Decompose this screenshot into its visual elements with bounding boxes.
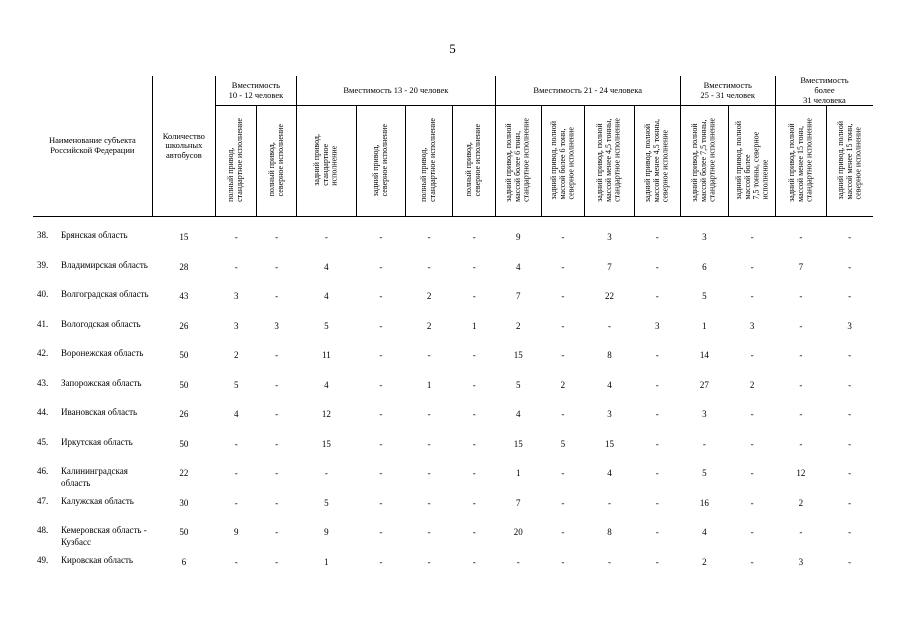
value-cell: - bbox=[561, 232, 565, 243]
value-cell: - bbox=[379, 527, 383, 538]
value-cell: 4 bbox=[607, 468, 612, 479]
value-cell: 4 bbox=[516, 261, 521, 272]
value-cell: - bbox=[234, 232, 238, 243]
table-body bbox=[33, 217, 873, 585]
value-cell: 9 bbox=[516, 232, 521, 243]
table-row bbox=[33, 437, 873, 467]
value-cell: - bbox=[561, 291, 565, 302]
value-cell: 5 bbox=[560, 438, 566, 449]
value-cell: - bbox=[848, 468, 852, 479]
row-number: 45. bbox=[37, 436, 49, 447]
value-cell: 15 bbox=[321, 438, 331, 449]
value-cell: - bbox=[561, 320, 565, 331]
value-cell: - bbox=[561, 556, 565, 567]
value-cell: 22 bbox=[605, 291, 614, 302]
value-cell: - bbox=[516, 556, 520, 567]
region-name: Кировская область bbox=[61, 554, 134, 565]
value-cell: - bbox=[275, 409, 279, 420]
value-cell: 2 bbox=[426, 291, 432, 302]
value-cell: - bbox=[848, 409, 852, 420]
value-cell: 2 bbox=[749, 379, 755, 390]
value-cell: - bbox=[234, 468, 238, 479]
value-cell: - bbox=[427, 350, 431, 361]
table-row bbox=[33, 466, 873, 496]
row-number: 43. bbox=[37, 377, 49, 388]
value-cell: - bbox=[848, 350, 852, 361]
row-number: 47. bbox=[37, 495, 49, 506]
header-group-3 bbox=[495, 76, 680, 106]
table-row bbox=[33, 496, 873, 526]
value-cell: 4 bbox=[607, 379, 612, 390]
value-cell: - bbox=[427, 527, 431, 538]
value-cell: 3 bbox=[702, 409, 707, 420]
header-subcol-label: задний привод, полной массой более 6 тонн, стандартное исполнение bbox=[504, 118, 531, 203]
value-cell: 5 bbox=[516, 379, 521, 390]
value-cell: 9 bbox=[233, 527, 239, 538]
value-cell: 3 bbox=[607, 232, 612, 243]
value-cell: - bbox=[655, 232, 659, 243]
value-cell: 4 bbox=[233, 409, 239, 420]
value-cell: - bbox=[750, 497, 754, 508]
value-cell: - bbox=[275, 497, 279, 508]
header-group-label: Вместимость 21 - 24 человека bbox=[533, 84, 643, 95]
value-cell: 2 bbox=[233, 350, 239, 361]
value-cell: 4 bbox=[702, 527, 707, 538]
header-group-label: Вместимость 10 - 12 человек bbox=[228, 79, 284, 100]
header-subcol-7 bbox=[495, 106, 541, 217]
value-cell: 16 bbox=[699, 497, 709, 508]
value-cell: - bbox=[472, 527, 476, 538]
row-number: 48. bbox=[37, 525, 49, 536]
region-cell bbox=[33, 525, 152, 555]
header-subcol-label: задний привод, полной массой более 7,5 тонны, северное исполнение bbox=[733, 120, 769, 200]
value-cell: 3 bbox=[702, 232, 707, 243]
value-cell: - bbox=[275, 232, 279, 243]
value-cell: - bbox=[799, 232, 803, 243]
region-cell bbox=[33, 348, 152, 378]
value-cell: 27 bbox=[699, 379, 709, 390]
value-cell: - bbox=[561, 409, 565, 420]
value-cell: - bbox=[750, 556, 754, 567]
region-cell bbox=[33, 555, 152, 585]
value-cell: 3 bbox=[798, 556, 804, 567]
value-cell: - bbox=[472, 350, 476, 361]
value-cell: - bbox=[379, 556, 383, 567]
value-cell: 1 bbox=[426, 379, 432, 390]
value-cell: - bbox=[472, 468, 476, 479]
value-cell: - bbox=[608, 556, 611, 567]
header-group-1 bbox=[216, 76, 297, 106]
header-subcol-4 bbox=[357, 106, 406, 217]
value-cell: - bbox=[379, 350, 383, 361]
value-cell: - bbox=[427, 232, 431, 243]
value-cell: - bbox=[561, 527, 565, 538]
value-cell: 5 bbox=[233, 379, 239, 390]
value-cell: - bbox=[799, 438, 803, 449]
table-row bbox=[33, 348, 873, 378]
value-cell: - bbox=[324, 468, 328, 479]
row-number: 49. bbox=[37, 554, 49, 565]
bus-total: 15 bbox=[179, 232, 189, 243]
value-cell: - bbox=[561, 350, 565, 361]
value-cell: - bbox=[848, 232, 852, 243]
value-cell: 7 bbox=[516, 497, 521, 508]
value-cell: 9 bbox=[324, 527, 329, 538]
row-number: 46. bbox=[37, 466, 49, 477]
bus-total: 22 bbox=[179, 468, 189, 479]
value-cell: 3 bbox=[654, 320, 660, 331]
bus-total: 28 bbox=[179, 261, 189, 272]
value-cell: - bbox=[275, 527, 279, 538]
header-group-row bbox=[33, 76, 873, 106]
bus-total: 43 bbox=[179, 291, 189, 302]
header-subcol-10 bbox=[634, 106, 680, 217]
header-subcol-label: задний привод, полной массой менее 4,5 тонны, северное исполнение bbox=[643, 118, 670, 202]
value-cell: 3 bbox=[607, 409, 612, 420]
value-cell: 15 bbox=[605, 438, 614, 449]
value-cell: - bbox=[275, 556, 279, 567]
value-cell: - bbox=[655, 261, 659, 272]
header-group-4 bbox=[680, 76, 775, 106]
value-cell: 15 bbox=[513, 438, 523, 449]
value-cell: - bbox=[655, 409, 659, 420]
value-cell: - bbox=[561, 497, 565, 508]
row-number: 42. bbox=[37, 348, 49, 359]
value-cell: - bbox=[848, 497, 852, 508]
value-cell: - bbox=[702, 438, 706, 449]
bus-total: 6 bbox=[181, 556, 187, 567]
value-cell: - bbox=[799, 320, 803, 331]
value-cell: 8 bbox=[607, 350, 612, 361]
table-row bbox=[33, 555, 873, 585]
row-number: 41. bbox=[37, 318, 49, 329]
value-cell: - bbox=[655, 527, 659, 538]
table-row bbox=[33, 289, 873, 319]
region-name: Кемеровская область - Кузбасс bbox=[61, 525, 147, 547]
value-cell: - bbox=[750, 468, 754, 479]
region-name: Брянская область bbox=[61, 230, 128, 241]
table-row bbox=[33, 230, 873, 260]
header-subcol-13 bbox=[775, 106, 826, 217]
header-subcol-6 bbox=[453, 106, 496, 217]
value-cell: - bbox=[799, 350, 803, 361]
school-bus-table bbox=[33, 76, 873, 584]
value-cell: - bbox=[655, 291, 659, 302]
value-cell: - bbox=[275, 379, 279, 390]
region-cell bbox=[33, 466, 152, 496]
region-name: Ивановская область bbox=[61, 407, 138, 418]
value-cell: - bbox=[379, 468, 383, 479]
value-cell: - bbox=[379, 379, 383, 390]
value-cell: - bbox=[324, 232, 328, 243]
value-cell: 3 bbox=[233, 291, 239, 302]
header-subcol-label: задний привод, северное исполнение bbox=[371, 124, 389, 197]
value-cell: - bbox=[234, 261, 238, 272]
value-cell: - bbox=[379, 497, 383, 508]
value-cell: - bbox=[379, 320, 383, 331]
value-cell: - bbox=[234, 556, 238, 567]
value-cell: - bbox=[275, 291, 279, 302]
header-group-2 bbox=[296, 76, 495, 106]
region-name: Волгоградская область bbox=[61, 289, 149, 300]
region-cell bbox=[33, 407, 152, 437]
value-cell: - bbox=[608, 320, 611, 331]
value-cell: 4 bbox=[324, 261, 329, 272]
header-subcol-9 bbox=[585, 106, 635, 217]
value-cell: 6 bbox=[702, 261, 707, 272]
region-name: Владимирская область bbox=[61, 259, 148, 270]
table-row bbox=[33, 378, 873, 408]
value-cell: 7 bbox=[798, 261, 804, 272]
value-cell: - bbox=[561, 468, 565, 479]
header-count: Количество школьных автобусов bbox=[152, 76, 215, 217]
value-cell: - bbox=[472, 409, 476, 420]
value-cell: - bbox=[655, 350, 659, 361]
value-cell: - bbox=[379, 438, 383, 449]
value-cell: - bbox=[655, 468, 659, 479]
region-cell bbox=[33, 378, 152, 408]
value-cell: 7 bbox=[607, 261, 612, 272]
value-cell: - bbox=[379, 291, 383, 302]
value-cell: - bbox=[848, 261, 852, 272]
value-cell: 1 bbox=[702, 320, 707, 331]
region-name: Иркутская область bbox=[61, 436, 133, 447]
header-subcol-1 bbox=[216, 106, 257, 217]
region-cell bbox=[33, 260, 152, 290]
value-cell: - bbox=[275, 350, 279, 361]
value-cell: - bbox=[655, 438, 659, 449]
row-number: 38. bbox=[37, 230, 49, 241]
header-subcol-label: задний привод, полной массой более 7,5 тонны, стандартное исполнение bbox=[690, 118, 717, 203]
value-cell: - bbox=[848, 438, 852, 449]
value-cell: - bbox=[234, 438, 238, 449]
value-cell: 3 bbox=[847, 320, 852, 331]
value-cell: - bbox=[608, 497, 611, 508]
region-name: Вологодская область bbox=[61, 318, 141, 329]
value-cell: - bbox=[655, 379, 659, 390]
header-subcol-3 bbox=[296, 106, 356, 217]
region-cell bbox=[33, 230, 152, 260]
value-cell: - bbox=[750, 409, 754, 420]
header-subcol-label: задний привод, стандартное исполнение bbox=[312, 134, 339, 187]
region-name: Воронежская область bbox=[61, 348, 144, 359]
header-subcol-label: полный привод, стандартное исполнение bbox=[419, 118, 438, 203]
value-cell: - bbox=[750, 527, 754, 538]
header-subcol-label: полный привод, северное исполнение bbox=[464, 124, 483, 197]
value-cell: - bbox=[472, 232, 476, 243]
value-cell: - bbox=[379, 261, 383, 272]
value-cell: - bbox=[472, 261, 476, 272]
header-subcol-12 bbox=[729, 106, 776, 217]
table-row bbox=[33, 260, 873, 290]
header-subcol-label: задний привод, полной массой более 6 тонн, северное исполнение bbox=[548, 120, 576, 200]
header-group-label: Вместимость 25 - 31 человек bbox=[700, 79, 756, 100]
value-cell: 2 bbox=[702, 556, 707, 567]
header-subcol-8 bbox=[541, 106, 585, 217]
value-cell: - bbox=[472, 291, 476, 302]
value-cell: - bbox=[655, 556, 659, 567]
bus-total: 50 bbox=[179, 379, 189, 390]
value-cell: - bbox=[655, 497, 659, 508]
value-cell: 3 bbox=[274, 320, 279, 331]
value-cell: - bbox=[275, 261, 279, 272]
region-cell bbox=[33, 289, 152, 319]
value-cell: - bbox=[799, 409, 803, 420]
value-cell: - bbox=[799, 291, 803, 302]
value-cell: 7 bbox=[516, 291, 521, 302]
value-cell: 1 bbox=[471, 320, 477, 331]
value-cell: - bbox=[427, 468, 431, 479]
region-cell bbox=[33, 496, 152, 526]
value-cell: 1 bbox=[324, 556, 329, 567]
value-cell: - bbox=[848, 556, 852, 567]
value-cell: 5 bbox=[324, 497, 329, 508]
value-cell: 20 bbox=[513, 527, 523, 538]
value-cell: 12 bbox=[321, 409, 331, 420]
value-cell: - bbox=[472, 497, 476, 508]
page-number: 5 bbox=[449, 41, 456, 56]
header-group-5 bbox=[775, 76, 873, 106]
value-cell: - bbox=[750, 350, 754, 361]
header-subcol-label: полный привод, северное исполнение bbox=[266, 124, 285, 197]
value-cell: - bbox=[275, 468, 279, 479]
value-cell: - bbox=[427, 497, 431, 508]
value-cell: - bbox=[750, 261, 754, 272]
value-cell: - bbox=[275, 438, 279, 449]
value-cell: 14 bbox=[699, 350, 709, 361]
value-cell: - bbox=[799, 379, 803, 390]
header-subcol-label: задний привод, полной массой менее 15 тонн, северное исполнение bbox=[835, 120, 863, 200]
value-cell: 15 bbox=[513, 350, 523, 361]
value-cell: 5 bbox=[324, 320, 329, 331]
value-cell: - bbox=[799, 527, 803, 538]
value-cell: 11 bbox=[322, 350, 331, 361]
value-cell: 4 bbox=[324, 379, 329, 390]
region-cell bbox=[33, 437, 152, 467]
value-cell: - bbox=[561, 261, 565, 272]
header-subcol-5 bbox=[405, 106, 453, 217]
header-subcol-14 bbox=[826, 106, 873, 217]
region-name: Калининградская область bbox=[61, 466, 128, 488]
value-cell: - bbox=[750, 438, 754, 449]
value-cell: - bbox=[750, 291, 754, 302]
header-subcol-2 bbox=[257, 106, 296, 217]
value-cell: 2 bbox=[516, 320, 521, 331]
header-subcol-label: полный привод, стандартное исполнение bbox=[226, 118, 245, 203]
row-number: 44. bbox=[37, 407, 49, 418]
value-cell: - bbox=[427, 556, 431, 567]
value-cell: 2 bbox=[798, 497, 804, 508]
bus-total: 50 bbox=[179, 350, 189, 361]
value-cell: - bbox=[427, 438, 431, 449]
header-group-label: Вместимость более 31 человека bbox=[800, 76, 849, 105]
value-cell: - bbox=[472, 556, 476, 567]
value-cell: - bbox=[750, 232, 754, 243]
bus-total: 26 bbox=[179, 320, 189, 331]
value-cell: - bbox=[427, 409, 431, 420]
value-cell: 5 bbox=[702, 291, 707, 302]
table-row bbox=[33, 319, 873, 349]
row-number: 40. bbox=[37, 289, 49, 300]
bus-total: 50 bbox=[179, 527, 189, 538]
table-row bbox=[33, 407, 873, 437]
value-cell: 8 bbox=[607, 527, 612, 538]
header-subcol-label: задний привод, полной массой менее 15 тонн, стандартное исполнение bbox=[786, 118, 814, 203]
region-name: Калужская область bbox=[61, 495, 134, 506]
region-name: Запорожская область bbox=[61, 377, 142, 388]
value-cell: - bbox=[848, 291, 852, 302]
header-name: Наименование субъекта Российской Федерации bbox=[33, 76, 152, 217]
value-cell: - bbox=[848, 379, 852, 390]
value-cell: 1 bbox=[516, 468, 521, 479]
value-cell: - bbox=[379, 232, 383, 243]
bus-total: 50 bbox=[179, 438, 189, 449]
table-row bbox=[33, 525, 873, 555]
value-cell: 2 bbox=[560, 379, 566, 390]
region-cell bbox=[33, 319, 152, 349]
value-cell: - bbox=[472, 438, 476, 449]
value-cell: 3 bbox=[749, 320, 755, 331]
row-number: 39. bbox=[37, 259, 49, 270]
value-cell: - bbox=[472, 379, 476, 390]
value-cell: - bbox=[234, 497, 238, 508]
value-cell: - bbox=[379, 409, 383, 420]
header-group-label: Вместимость 13 - 20 человек bbox=[343, 84, 449, 95]
value-cell: 4 bbox=[516, 409, 521, 420]
bus-total: 30 bbox=[179, 497, 189, 508]
value-cell: - bbox=[427, 261, 431, 272]
value-cell: 12 bbox=[796, 468, 806, 479]
bus-total: 26 bbox=[179, 409, 189, 420]
value-cell: 3 bbox=[233, 320, 239, 331]
header-subcol-label: задний привод, полной массой менее 4,5 тонны, стандартное исполнение bbox=[595, 118, 622, 203]
header-subcol-11 bbox=[680, 106, 729, 217]
value-cell: 2 bbox=[426, 320, 432, 331]
value-cell: - bbox=[848, 527, 852, 538]
value-cell: 5 bbox=[702, 468, 707, 479]
value-cell: 4 bbox=[324, 291, 329, 302]
